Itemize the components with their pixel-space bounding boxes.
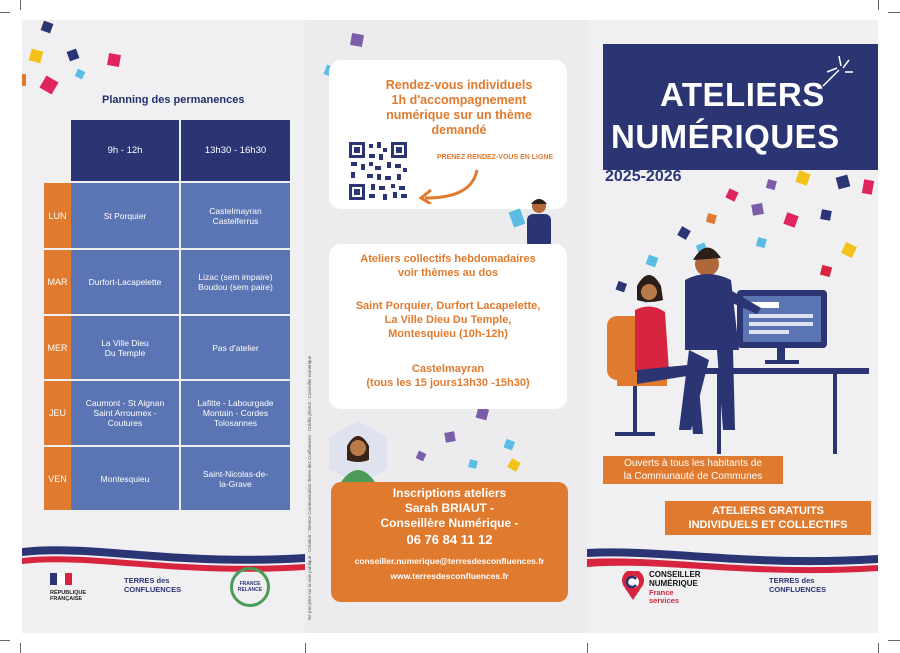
republique-logo: RÉPUBLIQUE FRANÇAISE [50,572,100,602]
crop-mark [305,643,306,653]
collectif-castelmayran: Castelmayran (tous les 15 jours13h30 -15h30) [366,363,530,389]
day-lun: LUN [44,183,71,248]
france-relance-logo: FRANCE RELANCE [230,567,270,607]
collectif-title: Ateliers collectifs hebdomadaires voir thèmes au dos [360,253,536,279]
planning-panel [22,20,305,633]
website-link[interactable]: www.terresdesconfluences.fr [390,571,509,581]
day-mar: MAR [44,250,71,314]
cell-mar-afternoon: Lizac (sem impaire) Boudou (sem paire) [181,250,290,314]
advisor-portrait [327,420,389,486]
email-link[interactable]: conseiller.numerique@terresdesconfluences.fr [354,556,545,566]
france-services-label: France services [649,588,680,605]
conseiller-numerique-logo: CONSEILLER NUMÉRIQUE [649,570,701,588]
map-pin-icon [621,571,645,601]
inscriptions-title: Inscriptions ateliers [392,486,507,500]
cell-mer-morning: La Ville Dieu Du Temple [71,316,179,379]
cell-mar-morning: Durfort-Lacapelette [71,250,179,314]
header-morning: 9h - 12h [71,120,179,181]
qr-code-icon[interactable] [347,140,409,202]
crop-mark [20,643,21,653]
crop-mark [20,0,21,10]
vertical-credit: Ne pas jeter sur la voie publique - Création : Service Communication Terres des Confluences - Crédits photos : Conseiller numérique [307,355,312,620]
cover-panel [587,20,878,633]
day-ven: VEN [44,447,71,510]
phone-number[interactable]: 06 76 84 11 12 [406,532,493,547]
rdv-box [329,60,567,209]
marianne-icon [50,573,72,585]
cell-lun-afternoon: Castelmayran Castelferrus [181,183,290,248]
people-computer-illustration [597,226,877,456]
collectif-box [329,244,567,409]
crop-mark [587,643,588,653]
header-afternoon: 13h30 - 16h30 [181,120,290,181]
crop-mark [878,0,879,10]
planning-title: Planning des permanences [102,94,245,106]
crop-mark [888,12,900,13]
sparkle-icon [819,52,859,90]
cell-lun-morning: St Porquier [71,183,179,248]
collectif-places: Saint Porquier, Durfort Lacapelette, La Ville Dieu Du Temple, Montesquieu (10h-12h) [355,300,541,340]
crop-mark [0,12,10,13]
advisor-name: Sarah BRIAUT - [404,501,495,515]
open-text: Ouverts à tous les habitants de la Communauté de Communes [603,456,783,484]
cell-jeu-morning: Caumont - St Aignan Saint Arroumex - Coutures [71,381,179,445]
inscriptions-box [331,482,568,602]
cell-mer-afternoon: Pas d'atelier [181,316,290,379]
person-clipboard-illustration [505,196,565,248]
rdv-text: Rendez-vous individuels 1h d'accompagnement numérique sur un thème demandé [385,78,533,137]
day-jeu: JEU [44,381,71,445]
crop-mark [878,643,879,653]
terres-confluences-logo: TERRES des CONFLUENCES [124,576,182,594]
crop-mark [888,640,900,641]
years-label: 2025-2026 [605,168,682,185]
advisor-role: Conseillère Numérique - [380,516,519,530]
crop-mark [0,640,10,641]
arrow-icon [415,168,481,204]
services-panel [305,20,587,633]
rdv-cta-link[interactable]: PRENEZ RENDEZ-VOUS EN LIGNE [436,154,554,161]
day-mer: MER [44,316,71,379]
title-ateliers: ATELIERS [660,76,825,113]
confetti-decoration [22,20,305,100]
free-workshops-label: ATELIERS GRATUITS INDIVIDUELS ET COLLECTIFS [665,501,871,535]
cell-ven-afternoon: Saint-Nicolas-de- la-Grave [181,447,290,510]
title-numeriques: NUMÉRIQUES [611,118,840,155]
terres-confluences-logo: TERRES des CONFLUENCES [769,576,827,594]
cell-ven-morning: Montesquieu [71,447,179,510]
cell-jeu-afternoon: Lafitte - Labourgade Montain - Cordes Tolosannes [181,381,290,445]
